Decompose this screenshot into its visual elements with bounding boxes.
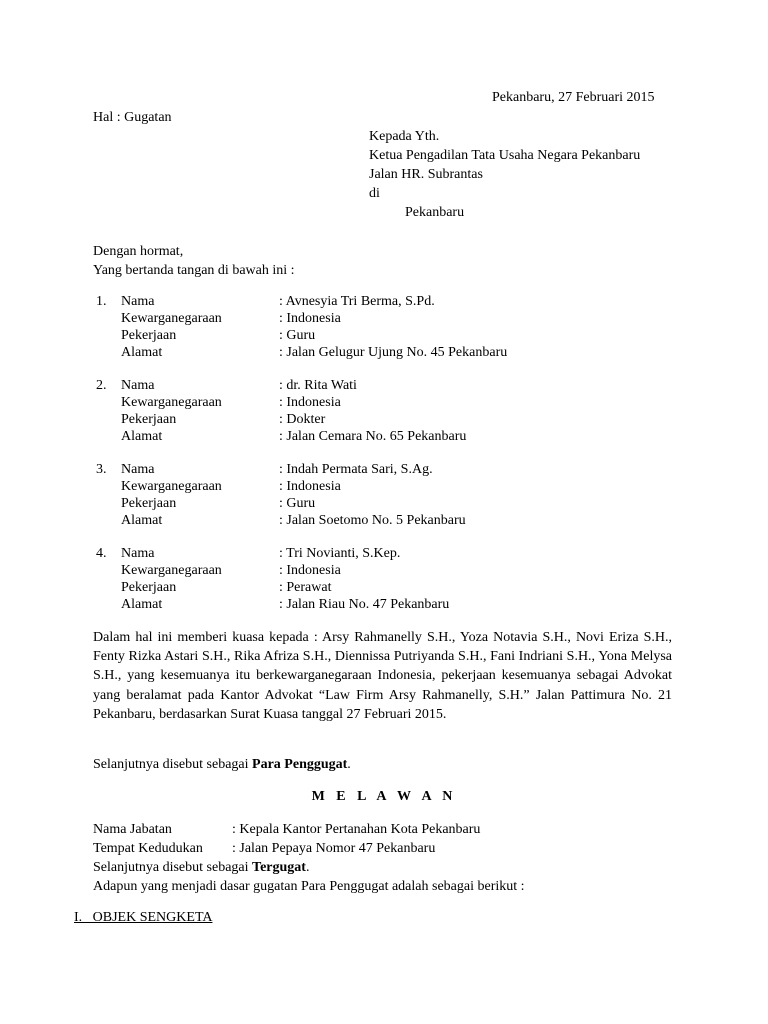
- label-citizenship: Kewarganegaraan: [121, 479, 222, 494]
- respondent-domicile: : Jalan Pepaya Nomor 47 Pekanbaru: [232, 841, 436, 856]
- versus-heading: M E L A W A N: [311, 789, 457, 804]
- plaintiff-name: : Avnesyia Tri Berma, S.Pd.: [279, 294, 435, 309]
- plaintiff-name: : dr. Rita Wati: [279, 378, 357, 393]
- basis-intro: Adapun yang menjadi dasar gugatan Para Penggugat adalah sebagai berikut :: [93, 879, 525, 894]
- label-name: Nama: [121, 378, 155, 393]
- plaintiff-designation: [93, 756, 351, 773]
- label-occupation: Pekerjaan: [121, 412, 177, 427]
- plaintiff-3: [96, 461, 656, 529]
- plaintiff-address: : Jalan Gelugur Ujung No. 45 Pekanbaru: [279, 345, 508, 360]
- designation-prefix: Selanjutnya disebut sebagai: [93, 860, 253, 875]
- label-name: Nama: [121, 546, 155, 561]
- plaintiff-occupation: : Perawat: [279, 580, 332, 595]
- plaintiff-occupation: : Dokter: [279, 412, 326, 427]
- place-date: Pekanbaru, 27 Februari 2015: [492, 90, 655, 105]
- addressee-title: Ketua Pengadilan Tata Usaha Negara Pekanbaru: [369, 148, 641, 163]
- label-citizenship: Kewarganegaraan: [121, 563, 222, 578]
- plaintiff-name: : Tri Novianti, S.Kep.: [279, 546, 401, 561]
- section-heading: I. OBJEK SENGKETA: [74, 910, 213, 925]
- addressee-street: Jalan HR. Subrantas: [369, 167, 483, 182]
- plaintiff-2: [96, 377, 656, 445]
- label-address: Alamat: [121, 345, 163, 360]
- addressee-city: Pekanbaru: [405, 205, 465, 220]
- plaintiff-address: : Jalan Riau No. 47 Pekanbaru: [279, 597, 450, 612]
- label-domicile: Tempat Kedudukan: [93, 841, 203, 856]
- plaintiff-citizenship: : Indonesia: [279, 311, 341, 326]
- respondent-position: : Kepala Kantor Pertanahan Kota Pekanbaru: [232, 822, 481, 837]
- label-citizenship: Kewarganegaraan: [121, 395, 222, 410]
- power-of-attorney-paragraph: Dalam hal ini memberi kuasa kepada : Arsy Rahmanelly S.H., Yoza Notavia S.H., Novi Eriza S.H., Fenty Rizka Astari S.H., Rika Afriza S.H., Diennissa Putriyanda S.H., Fani Indriani S.H., Yona Melysa S.H., yang kesemuanya itu berkewarganegaraan Indonesia, pekerjaan kesemuanya sebagai Advokat yang beralamat pada Kantor Advokat “Law Firm Arsy Rahmanelly, S.H.” Jalan Pattimura No. 21 Pekanbaru, berdasarkan Surat Kuasa tanggal 27 Februari 2015.: [93, 630, 672, 722]
- label-occupation: Pekerjaan: [121, 328, 177, 343]
- plaintiff-number: 2.: [96, 378, 107, 393]
- respondent-block: [93, 821, 673, 857]
- plaintiff-4: [96, 545, 656, 613]
- plaintiff-citizenship: : Indonesia: [279, 479, 341, 494]
- label-name: Nama: [121, 294, 155, 309]
- plaintiff-number: 1.: [96, 294, 107, 309]
- plaintiff-occupation: : Guru: [279, 496, 316, 511]
- defendant-designation: [93, 859, 309, 876]
- plaintiff-name: : Indah Permata Sari, S.Ag.: [279, 462, 433, 477]
- plaintiff-occupation: : Guru: [279, 328, 316, 343]
- label-position: Nama Jabatan: [93, 822, 172, 837]
- plaintiff-address: : Jalan Cemara No. 65 Pekanbaru: [279, 429, 467, 444]
- subject-line: Hal : Gugatan: [93, 110, 172, 125]
- addressee-salutation: Kepada Yth.: [369, 129, 440, 144]
- addressee-di: di: [369, 186, 380, 201]
- plaintiff-citizenship: : Indonesia: [279, 563, 341, 578]
- designation-term: Para Penggugat: [252, 757, 348, 772]
- plaintiff-citizenship: : Indonesia: [279, 395, 341, 410]
- label-address: Alamat: [121, 429, 163, 444]
- label-name: Nama: [121, 462, 155, 477]
- plaintiff-number: 3.: [96, 462, 107, 477]
- label-address: Alamat: [121, 597, 163, 612]
- label-occupation: Pekerjaan: [121, 580, 177, 595]
- plaintiff-1: [96, 293, 656, 361]
- designation-prefix: Selanjutnya disebut sebagai: [93, 757, 253, 772]
- label-address: Alamat: [121, 513, 163, 528]
- designation-term: Tergugat: [252, 860, 306, 875]
- plaintiff-number: 4.: [96, 546, 107, 561]
- designation-suffix: .: [305, 860, 310, 875]
- label-occupation: Pekerjaan: [121, 496, 177, 511]
- intro-line: Yang bertanda tangan di bawah ini :: [93, 263, 295, 278]
- greeting: Dengan hormat,: [93, 244, 184, 259]
- plaintiff-address: : Jalan Soetomo No. 5 Pekanbaru: [279, 513, 466, 528]
- label-citizenship: Kewarganegaraan: [121, 311, 222, 326]
- designation-suffix: .: [347, 757, 351, 772]
